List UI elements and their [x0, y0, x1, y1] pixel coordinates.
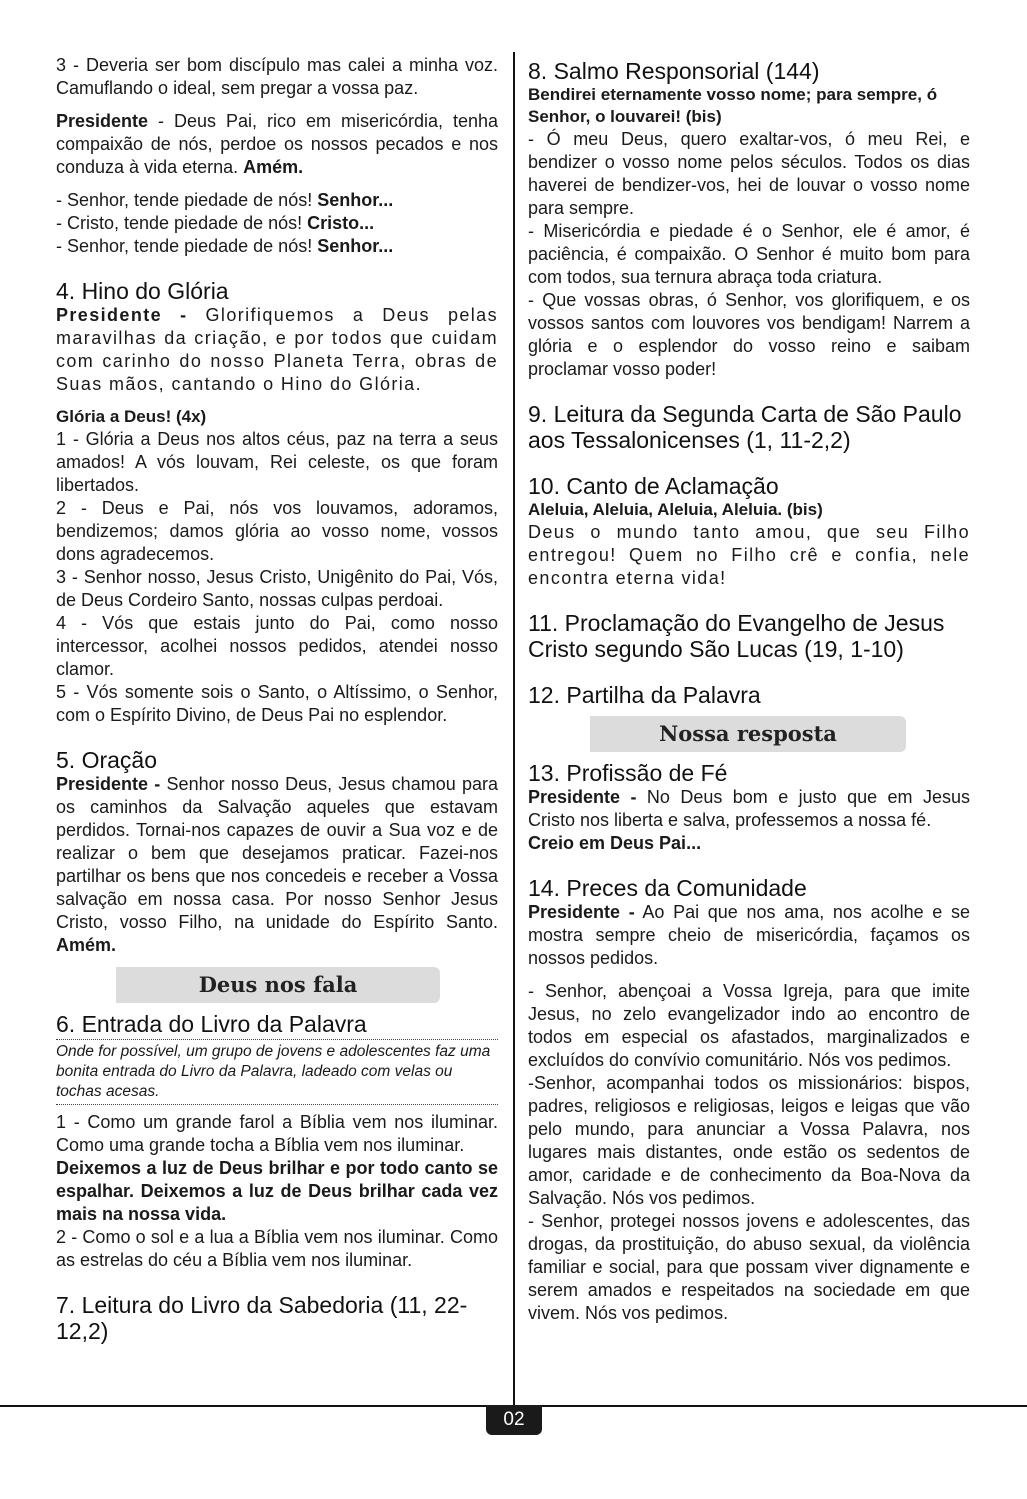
gloria-intro-text: Glorifiquemos a Deus pelas maravilhas da criação, e por todos que cuidam com carinho do nosso Planeta Terra, obras de Suas mãos, cantando o Hino do Glória. [56, 305, 498, 394]
presidente-label: Presidente - [528, 902, 635, 922]
right-column [528, 54, 970, 1325]
section-heading-gloria: 4. Hino do Glória [56, 278, 229, 304]
entrada-verse: 2 - Como o sol e a lua a Bíblia vem nos iluminar. Como as estrelas do céu a Bíblia vem nos iluminar. [56, 1227, 498, 1270]
oracao-body: Senhor nosso Deus, Jesus chamou para os caminhos da Salvação aqueles que estavam perdidos. Tornai-nos capazes de ouvir a Sua voz e de realizar o bem que desejamos praticar. Fazei-nos partilhar os bens que nos concedeis e receber a Vossa salvação em nossa casa. Por nosso Senhor Jesus Cristo, vosso Filho, na unidade do Espírito Santo. [56, 774, 498, 932]
amen: Amém. [56, 935, 117, 955]
gloria-refrain: Glória a Deus! (4x) [56, 407, 207, 426]
entrada-rubric: Onde for possível, um grupo de jovens e adolescentes faz uma bonita entrada do Livro da Palavra, ladeado com velas ou tochas acesas. [56, 1043, 491, 1100]
section-banner-deus-nos-fala: Deus nos fala [116, 967, 440, 1003]
prayer-item: - Senhor, abençoai a Vossa Igreja, para que imite Jesus, no zelo evangelizador indo ao encontro de todos em especial os afastados, marginalizados e excluídos do convívio comunitário. Nós vos pedimos. [528, 981, 970, 1070]
kyrie-text: - Senhor, tende piedade de nós! [56, 236, 318, 256]
penitential-verse: 3 - Deveria ser bom discípulo mas calei a minha voz. Camuflando o ideal, sem pregar a vossa paz. [56, 55, 498, 98]
dotted-divider [56, 1039, 498, 1040]
section-heading-primeira-leitura: 7. Leitura do Livro da Sabedoria (11, 22-12,2) [56, 1292, 468, 1344]
prayer-item: - Senhor, protegei nossos jovens e adolescentes, das drogas, da prostituição, do abuso sexual, da violência familiar e social, para que possam viver dignamente e serem amados e respeitados na sociedade em que vivem. Nós vos pedimos. [528, 1211, 970, 1323]
aclamacao-verse: Deus o mundo tanto amou, que seu Filho entregou! Quem no Filho crê e confia, nele encontra eterna vida! [528, 522, 970, 588]
profissao-fe-body: No Deus bom e justo que em Jesus Cristo nos liberta e salva, professemos a nossa fé. [528, 787, 970, 830]
salmo-stanza: - Ó meu Deus, quero exaltar-vos, ó meu Rei, e bendizer o vosso nome pelos séculos. Todos os dias haverei de bendizer-vos, hei de louvar o vosso nome para sempre. [528, 129, 970, 218]
page-number: 02 [486, 1405, 542, 1435]
presidente-label: Presidente - [56, 774, 161, 794]
section-heading-segunda-leitura: 9. Leitura da Segunda Carta de São Paulo aos Tessalonicenses (1, 11-2,2) [528, 401, 962, 453]
preces-intro-text: Ao Pai que nos ama, nos acolhe e se mostra sempre cheio de misericórdia, façamos os nossos pedidos. [528, 902, 970, 968]
gloria-verse: 4 - Vós que estais junto do Pai, como nosso intercessor, acolhei nossos pedidos, atendei nosso clamor. [56, 613, 498, 679]
presidente-label: Presidente - [56, 305, 188, 325]
presidente-label: Presidente [56, 111, 149, 131]
kyrie-line [56, 235, 498, 258]
section-heading-partilha: 12. Partilha da Palavra [528, 682, 761, 708]
salmo-refrain: Bendirei eternamente vosso nome; para sempre, ó Senhor, o louvarei! (bis) [528, 85, 938, 126]
aclamacao-refrain: Aleluia, Aleluia, Aleluia, Aleluia. (bis) [528, 500, 823, 519]
gloria-verse: 2 - Deus e Pai, nós vos louvamos, adoramos, bendizemos; damos glória ao vosso nome, vossos dons agradecemos. [56, 498, 498, 564]
oracao-text [56, 773, 498, 957]
gloria-verse: 3 - Senhor nosso, Jesus Cristo, Unigênito do Pai, Vós, de Deus Cordeiro Santo, nossas culpas perdoai. [56, 567, 498, 610]
footer-rule [542, 1405, 1027, 1407]
footer-rule [0, 1405, 486, 1407]
kyrie-text: - Senhor, tende piedade de nós! [56, 190, 318, 210]
dotted-divider [56, 1104, 498, 1105]
section-heading-salmo: 8. Salmo Responsorial (144) [528, 58, 820, 84]
section-heading-evangelho: 11. Proclamação do Evangelho de Jesus Cristo segundo São Lucas (19, 1-10) [528, 610, 945, 662]
prayer-item: -Senhor, acompanhai todos os missionários: bispos, padres, religiosos e religiosas, leigos e leigas que vão pelo mundo, para anunciar a Vossa Palavra, nos lugares mais distantes, onde estão os sedentos de amor, caridade e de conhecimento da Boa-Nova da Salvação. Nós vos pedimos. [528, 1073, 970, 1208]
absolution-text: - Deus Pai, rico em misericórdia, tenha compaixão de nós, perdoe os nossos pecados e nos conduza à vida eterna. [56, 111, 498, 177]
gloria-verse: 5 - Vós somente sois o Santo, o Altíssimo, o Senhor, com o Espírito Divino, de Deus Pai no esplendor. [56, 682, 498, 725]
section-heading-aclamacao: 10. Canto de Aclamação [528, 473, 779, 499]
profissao-fe-text [528, 786, 970, 832]
section-banner-nossa-resposta: Nossa resposta [590, 716, 906, 752]
column-divider [513, 52, 515, 1407]
kyrie-response: Cristo... [307, 213, 375, 233]
creio-response: Creio em Deus Pai... [528, 833, 702, 853]
gloria-verse: 1 - Glória a Deus nos altos céus, paz na terra a seus amados! A vós louvam, Rei celeste, os que foram libertados. [56, 429, 498, 495]
entrada-verse: 1 - Como um grande farol a Bíblia vem nos iluminar. Como uma grande tocha a Bíblia vem nos iluminar. [56, 1112, 498, 1155]
amen: Amém. [243, 157, 304, 177]
kyrie-line [56, 189, 498, 212]
section-heading-oracao: 5. Oração [56, 747, 157, 773]
kyrie-text: - Cristo, tende piedade de nós! [56, 213, 308, 233]
left-column [56, 54, 498, 1344]
absolution-paragraph [56, 110, 498, 179]
gloria-intro [56, 304, 498, 396]
salmo-stanza: - Que vossas obras, ó Senhor, vos glorifiquem, e os vossos santos com louvores vos bendigam! Narrem a glória e o esplendor do vosso reino e saibam proclamar vosso poder! [528, 290, 970, 379]
kyrie-response: Senhor... [317, 236, 394, 256]
entrada-refrain: Deixemos a luz de Deus brilhar e por todo canto se espalhar. Deixemos a luz de Deus brilhar cada vez mais na nossa vida. [56, 1158, 498, 1224]
kyrie-line [56, 212, 498, 235]
section-heading-preces: 14. Preces da Comunidade [528, 875, 807, 901]
presidente-label: Presidente - [528, 787, 637, 807]
preces-intro [528, 901, 970, 970]
section-heading-entrada: 6. Entrada do Livro da Palavra [56, 1011, 367, 1037]
kyrie-response: Senhor... [317, 190, 394, 210]
section-heading-profissao-fe: 13. Profissão de Fé [528, 760, 728, 786]
salmo-stanza: - Misericórdia e piedade é o Senhor, ele é amor, é paciência, é compaixão. O Senhor é muito bom para com todos, sua ternura abraça toda criatura. [528, 221, 970, 287]
